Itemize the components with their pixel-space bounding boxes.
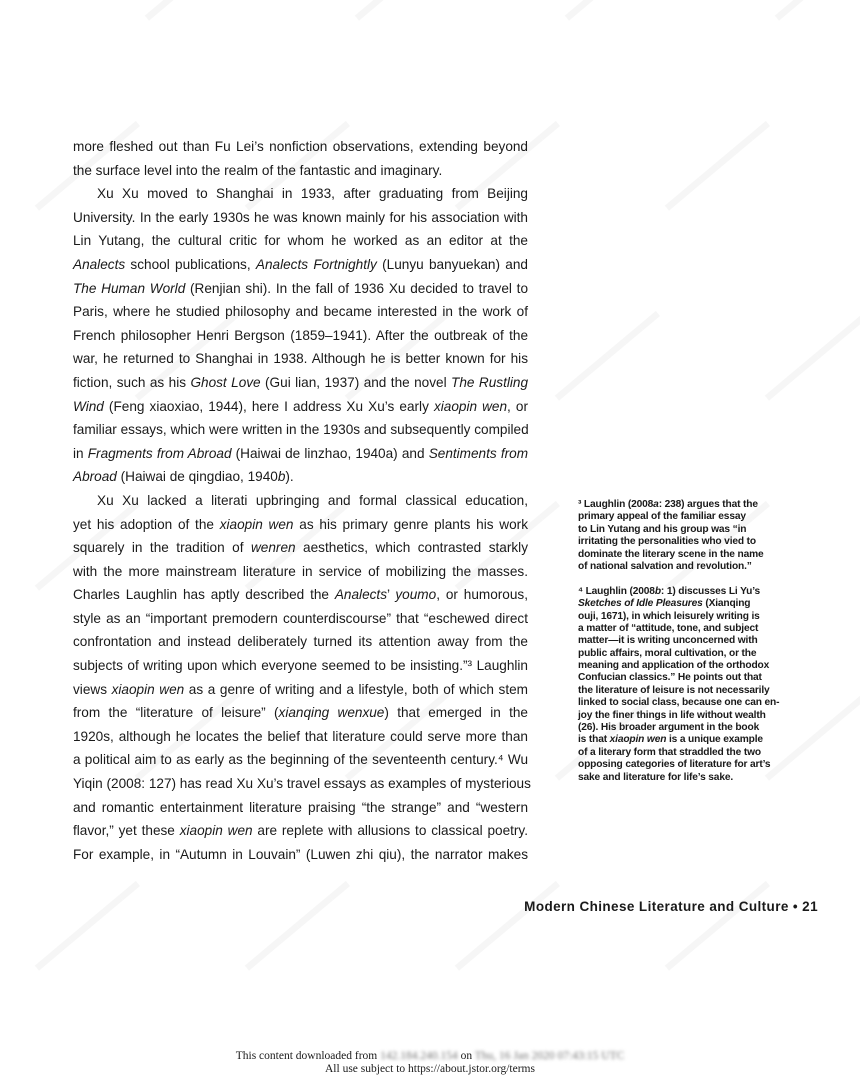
text-line (73, 630, 528, 654)
text-line (73, 277, 528, 301)
text-line (73, 536, 528, 560)
text-line (578, 710, 818, 722)
text-line (73, 843, 528, 867)
text-run: a political aim to as early as the beginning of the seventeenth century.⁴ Wu (73, 752, 528, 768)
text-run: (Lunyu banyuekan) and (376, 256, 528, 272)
text-line (73, 772, 531, 796)
text-line (73, 678, 528, 702)
text-run: Charles Laughlin has aptly described the (73, 587, 335, 603)
text-run: ’ (387, 587, 396, 603)
text-run: more fleshed out than Fu Lei’s nonfiction observations, extending beyond (73, 139, 528, 154)
on-label: on (460, 1050, 473, 1062)
text-run: of a literary form that straddled the two (578, 746, 761, 758)
watermark-mark (236, 871, 354, 976)
watermark-mark (0, 0, 44, 25)
text-line (73, 560, 528, 584)
italic-run: Analects (334, 587, 387, 603)
text-run: the surface level into the realm of the fantastic and imaginary. (73, 162, 443, 178)
text-run: is a unique example (666, 734, 763, 746)
text-run: : 1) discusses Li Yu’s (660, 585, 761, 597)
text-line (73, 489, 528, 513)
text-line (73, 796, 528, 820)
text-line (578, 759, 818, 771)
text-run: ouji, 1671), in which leisurely writing is (578, 610, 760, 622)
text-run: aesthetics, which contrasted starkly (295, 540, 528, 556)
text-run: subjects of writing upon which everyone seemed to be insisting.”³ Laughlin (73, 658, 528, 674)
footnote (578, 499, 818, 573)
footnote (578, 586, 818, 784)
download-date: Thu, 16 Jan 2020 07:43:15 UTC (474, 1050, 625, 1062)
text-line (73, 748, 528, 772)
text-line (73, 371, 528, 395)
text-line (578, 499, 818, 511)
text-line (73, 159, 528, 183)
text-run: a matter of “attitude, tone, and subject (578, 622, 759, 634)
italic-run: Ghost Love (190, 374, 261, 390)
text-run: primary appeal of the familiar essay (578, 511, 746, 523)
italic-run: Analects Fortnightly (255, 256, 377, 272)
watermark-mark (756, 301, 860, 406)
watermark-mark (26, 871, 144, 976)
text-run: dominate the literary scene in the name (578, 548, 764, 560)
watermark-mark (656, 111, 774, 216)
watermark-mark (346, 0, 464, 25)
watermark-mark (656, 871, 774, 976)
italic-run: b (277, 469, 286, 485)
text-line (578, 660, 818, 672)
text-run: is that (578, 734, 610, 746)
jstor-notice (0, 1050, 860, 1075)
text-run: in (73, 445, 88, 461)
text-run: (Renjian shi). In the fall of 1936 Xu decided to travel to (185, 280, 529, 296)
text-run: , or humorous, (436, 587, 528, 603)
text-run: 1920s, although he locates the belief that literature could serve more than (73, 728, 528, 744)
text-run: as a genre of writing and a lifestyle, both of which stem (184, 681, 528, 697)
body-text (73, 135, 531, 866)
italic-run: xiaopin wen (609, 734, 667, 746)
text-line (578, 598, 818, 610)
text-line (73, 513, 528, 537)
text-run: as his primary genre plants his work (293, 516, 528, 532)
text-run: irritating the personalities who vied to (578, 536, 756, 548)
text-line (578, 611, 818, 623)
italic-run: xiaopin wen (219, 516, 294, 532)
italic-run: a (653, 499, 659, 510)
text-line (578, 697, 818, 709)
text-run: Lin Yutang, the cultural critic for whom he worked as an editor at the (73, 233, 528, 249)
text-run: (Haiwai de linzhao, 1940a) and (231, 445, 429, 461)
text-run: to Lin Yutang and his group was “in (578, 523, 747, 535)
text-run: (Xianqing (702, 598, 751, 610)
italic-run: xiaopin wen (111, 681, 185, 697)
text-run: are replete with allusions to classical poetry. (252, 823, 528, 839)
text-run: Yiqin (2008: 127) has read Xu Xu’s travel essays as examples of mysterious (73, 776, 531, 792)
text-line (73, 135, 528, 159)
text-line (73, 607, 528, 631)
italic-run: b (654, 585, 661, 597)
text-line (578, 685, 818, 697)
text-run: squarely in the tradition of (73, 540, 251, 556)
text-line (578, 635, 818, 647)
text-line (73, 583, 528, 607)
text-run: Xu Xu lacked a literati upbringing and formal classical education, (97, 492, 528, 508)
text-run: (26). His broader argument in the book (578, 722, 760, 734)
italic-run: Sketches of Idle Pleasures (578, 598, 703, 610)
text-line (73, 418, 528, 442)
watermark-mark (556, 0, 674, 25)
text-run: and romantic entertainment literature praising “the strange” and “western (73, 799, 528, 815)
italic-run: xiaopin wen (179, 823, 253, 839)
text-run: University. In the early 1930s he was known mainly for his association with (73, 209, 528, 225)
text-run: Xu Xu moved to Shanghai in 1933, after graduating from Beijing (97, 186, 528, 202)
text-run: public affairs, moral cultivation, or the (578, 647, 757, 659)
text-line (578, 672, 818, 684)
text-line (73, 324, 528, 348)
italic-run: The Rustling (451, 374, 529, 390)
ip-address: 142.184.240.154 (380, 1050, 458, 1062)
text-run: (Haiwai de qingdiao, 1940 (116, 469, 278, 485)
footnotes (578, 499, 818, 796)
text-run: confrontation and instead deliberately turned its attention away from the (73, 634, 528, 650)
italic-run: The Human World (73, 280, 186, 296)
italic-run: Analects (73, 256, 126, 272)
text-line (73, 253, 528, 277)
watermark-mark (766, 0, 860, 25)
text-line (578, 536, 818, 548)
text-run: French philosopher Henri Bergson (1859–1941). After the outbreak of the (73, 327, 528, 343)
text-run: familiar essays, which were written in the 1930s and subsequently compiled (73, 422, 529, 438)
text-line (578, 734, 818, 746)
text-line (578, 511, 818, 523)
text-line (73, 701, 528, 725)
text-run: (Gui lian, 1937) and the novel (260, 374, 452, 390)
text-line (73, 300, 528, 324)
text-line (73, 654, 528, 678)
text-run: sake and literature for life’s sake. (578, 771, 734, 783)
text-line (578, 648, 818, 660)
running-footer: Modern Chinese Literature and Culture • 21 (524, 899, 818, 914)
text-run: fiction, such as his (73, 374, 191, 390)
text-run: ) that emerged in the (384, 705, 528, 721)
italic-run: xiaopin wen (433, 398, 508, 414)
text-line (73, 395, 528, 419)
text-line (578, 561, 818, 573)
italic-run: Fragments from Abroad (87, 445, 232, 461)
italic-run: Abroad (73, 469, 117, 485)
text-run: the literature of leisure is not necessarily (578, 684, 770, 696)
text-run: For example, in “Autumn in Louvain” (Luwen zhi qiu), the narrator makes (73, 846, 528, 862)
text-run: yet his adoption of the (73, 516, 220, 532)
text-line (578, 586, 818, 598)
text-line (73, 229, 528, 253)
text-run: ³ Laughlin (2008 (578, 499, 654, 510)
text-line (578, 623, 818, 635)
text-run: war, he returned to Shanghai in 1938. Although he is better known for his (73, 351, 528, 367)
watermark-mark (136, 0, 254, 25)
text-line (73, 347, 528, 371)
text-run: style as an “important premodern counterdiscourse” that “eschewed direct (73, 610, 528, 626)
text-run: Paris, where he studied philosophy and became interested in the work of (73, 304, 528, 320)
text-run: views (73, 681, 112, 697)
text-run: ). (285, 469, 294, 485)
text-line (73, 725, 528, 749)
text-line (73, 206, 528, 230)
terms-line: All use subject to https://about.jstor.org/terms (325, 1062, 535, 1075)
text-run: (Feng xiaoxiao, 1944), here I address Xu Xu’s early (103, 398, 434, 414)
text-line (578, 722, 818, 734)
text-run: joy the finer things in life without wealth (578, 709, 766, 721)
text-run: : 238) argues that the (658, 499, 758, 510)
italic-run: youmo (395, 587, 437, 603)
text-run: meaning and application of the orthodox (578, 660, 770, 672)
italic-run: Sentiments from (428, 445, 529, 461)
text-run: matter—it is writing unconcerned with (578, 635, 758, 647)
text-run: , or (507, 398, 528, 414)
text-line (73, 465, 528, 489)
text-line (73, 819, 528, 843)
text-run: with the more mainstream literature in service of mobilizing the masses. (73, 563, 528, 579)
text-run: opposing categories of literature for art’s (578, 759, 771, 771)
download-info (0, 1050, 860, 1063)
download-label: This content downloaded from (235, 1050, 378, 1062)
text-run: linked to social class, because one can en- (578, 697, 780, 709)
watermark-mark (446, 871, 564, 976)
text-line (578, 772, 818, 784)
text-run: ⁴ Laughlin (2008 (578, 585, 655, 597)
text-line (578, 524, 818, 536)
italic-run: Wind (73, 398, 104, 414)
text-line (578, 747, 818, 759)
text-line (73, 182, 528, 206)
text-run: Confucian classics.” He points out that (578, 672, 762, 684)
text-run: school publications, (125, 256, 256, 272)
italic-run: wenren (250, 540, 296, 556)
watermark-mark (546, 301, 664, 406)
text-run: flavor,” yet these (73, 823, 180, 839)
italic-run: xianqing wenxue (278, 705, 385, 721)
text-line (73, 442, 528, 466)
text-line (578, 549, 818, 561)
text-run: of national salvation and revolution.” (578, 560, 752, 572)
text-run: from the “literature of leisure” ( (73, 705, 279, 721)
